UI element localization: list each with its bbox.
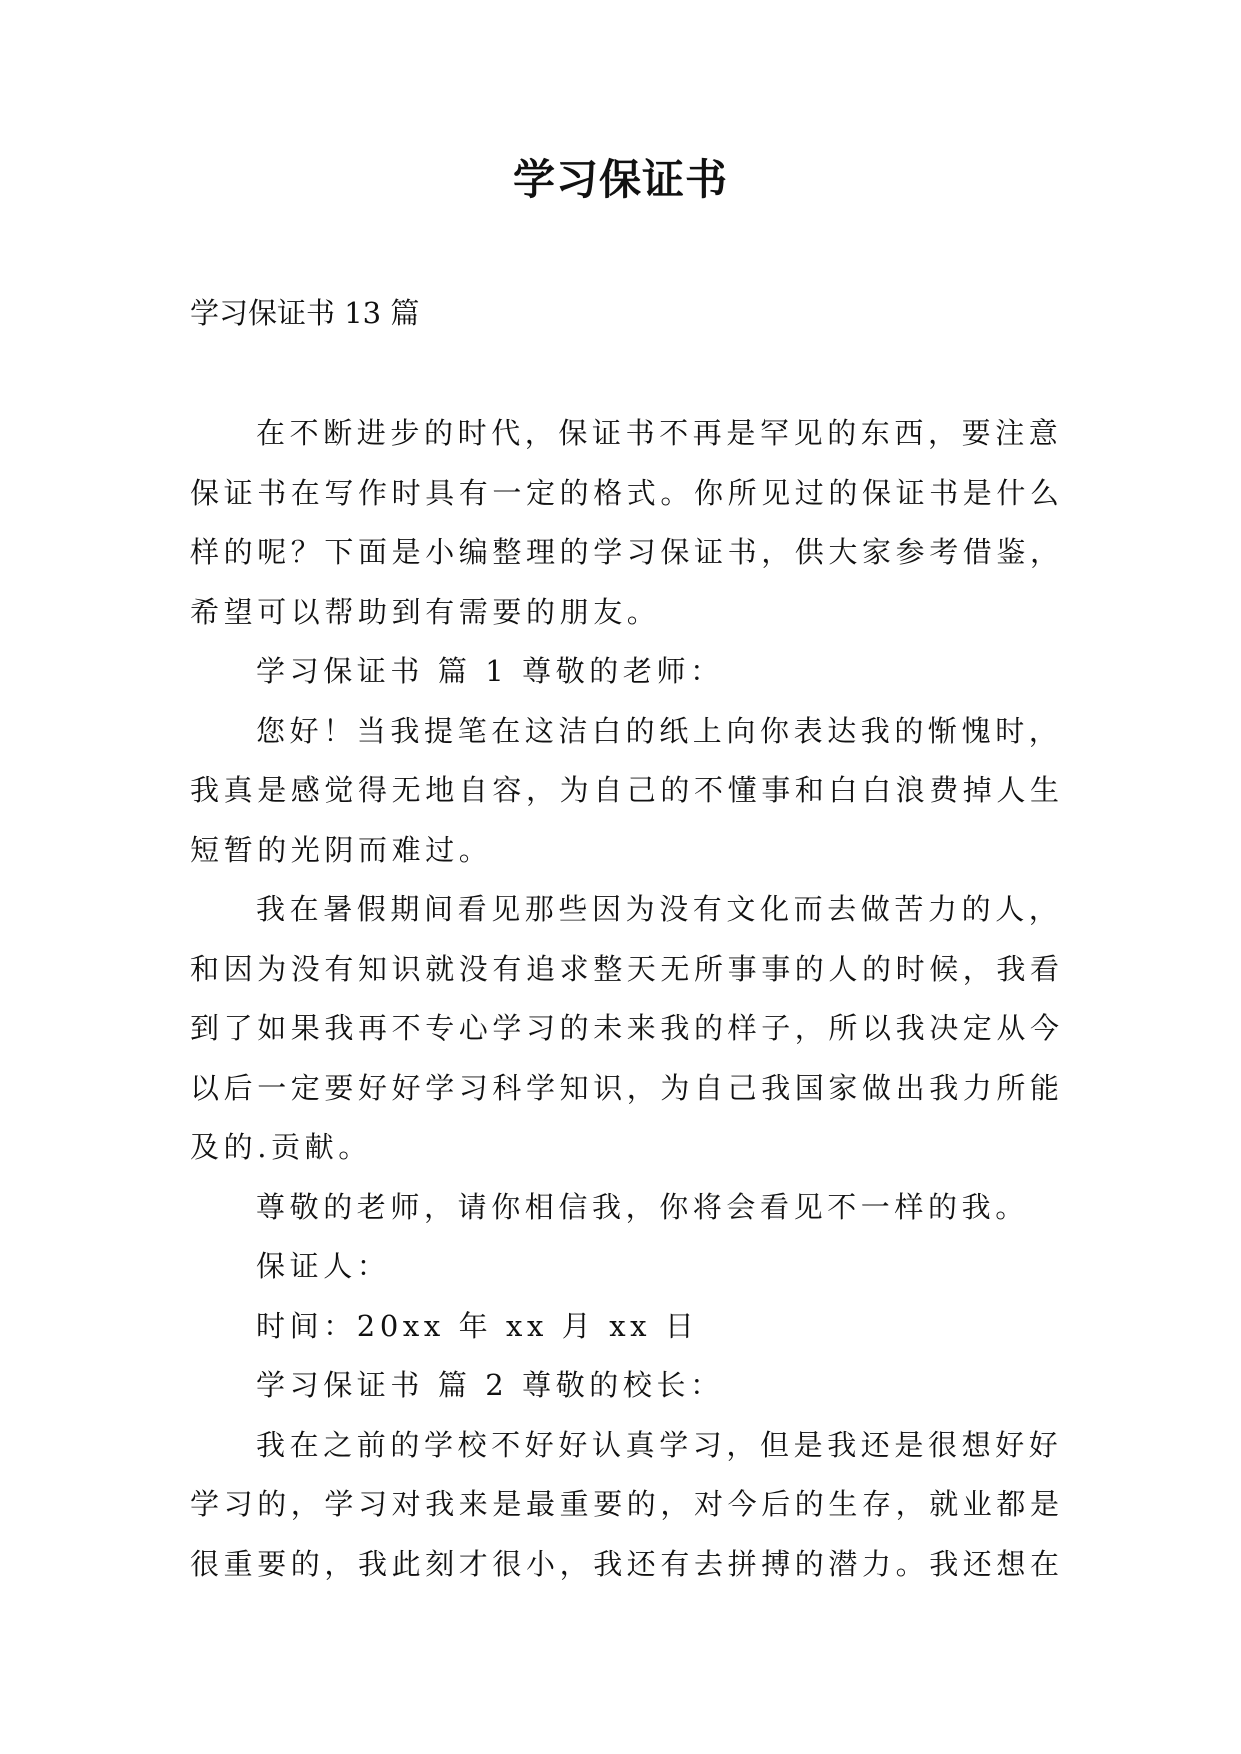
body-line: 很重要的，我此刻才很小，我还有去拼搏的潜力。我还想在 bbox=[190, 1546, 1064, 1581]
body-line: 及的.贡献。 bbox=[190, 1130, 372, 1164]
document-subtitle: 学习保证书 13 篇 bbox=[190, 296, 420, 330]
body-line: 您好！当我提笔在这洁白的纸上向你表达我的惭愧时， bbox=[256, 713, 1063, 748]
body-line: 到了如果我再不专心学习的未来我的样子，所以我决定从今 bbox=[190, 1011, 1064, 1045]
body-line: 短暂的光阴而难过。 bbox=[190, 832, 493, 867]
body-line: 保证书在写作时具有一定的格式。你所见过的保证书是什么 bbox=[190, 475, 1064, 510]
body-line: 学习保证书 篇 2 尊敬的校长： bbox=[256, 1368, 724, 1402]
body-line: 我真是感觉得无地自容，为自己的不懂事和白白浪费掉人生 bbox=[190, 773, 1064, 807]
body-line: 样的呢？下面是小编整理的学习保证书，供大家参考借鉴， bbox=[190, 535, 1064, 569]
body-line: 保证人： bbox=[256, 1249, 391, 1283]
body-line: 以后一定要好好学习科学知识，为自己我国家做出我力所能 bbox=[190, 1070, 1064, 1105]
body-line: 学习的，学习对我来是最重要的，对今后的生存，就业都是 bbox=[190, 1487, 1064, 1521]
body-line: 希望可以帮助到有需要的朋友。 bbox=[190, 594, 661, 629]
document-title: 学习保证书 bbox=[512, 155, 728, 204]
body-line: 和因为没有知识就没有追求整天无所事事的人的时候，我看 bbox=[190, 951, 1064, 986]
body-line: 在不断进步的时代，保证书不再是罕见的东西，要注意 bbox=[256, 416, 1063, 450]
body-line: 尊敬的老师，请你相信我，你将会看见不一样的我。 bbox=[256, 1189, 1029, 1224]
body-line: 学习保证书 篇 1 尊敬的老师： bbox=[256, 654, 724, 688]
body-line: 我在暑假期间看见那些因为没有文化而去做苦力的人， bbox=[256, 892, 1063, 926]
body-line: 时间：20xx 年 xx 月 xx 日 bbox=[256, 1308, 699, 1343]
body-line: 我在之前的学校不好好认真学习，但是我还是很想好好 bbox=[256, 1427, 1063, 1462]
document-body bbox=[190, 404, 1064, 1594]
